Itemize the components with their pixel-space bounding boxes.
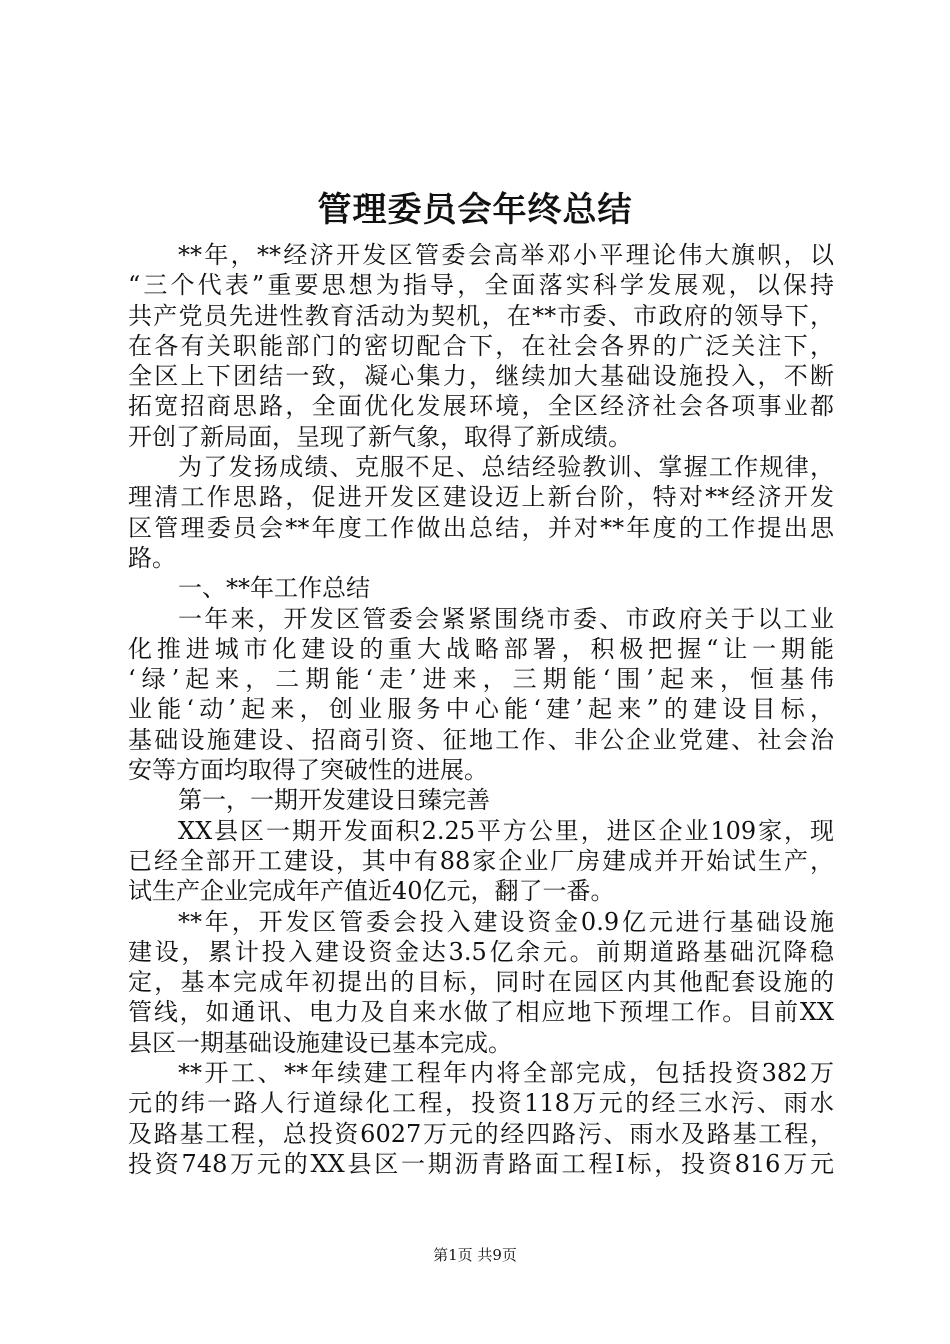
- text-line: 及路基工程，总投资6027万元的经四路污、雨水及路基工程，: [128, 1119, 834, 1148]
- text-line: 为了发扬成绩、克服不足、总结经验教训、掌握工作规律，: [178, 453, 834, 482]
- text-line: 县区一期基础设施建设已基本完成。: [128, 1028, 512, 1057]
- document-body: [128, 240, 834, 1179]
- text-line: “三个代表”重要思想为指导，全面落实科学发展观，以保持: [128, 271, 834, 300]
- text-line: 共产党员先进性教育活动为契机，在**市委、市政府的领导下，: [128, 301, 834, 330]
- text-line: ‘绿’起来，二期能‘走’进来，三期能‘围’起来，恒基伟: [128, 665, 834, 694]
- text-line: 已经全部开工建设，其中有88家企业厂房建成并开始试生产，: [128, 846, 834, 875]
- section-heading: 一、**年工作总结: [178, 574, 370, 603]
- text-line: 开创了新局面，呈现了新气象，取得了新成绩。: [128, 422, 632, 451]
- text-line: 试生产企业完成年产值近40亿元，翻了一番。: [128, 877, 615, 906]
- text-line: 全区上下团结一致，凝心集力，继续加大基础设施投入，不断: [128, 362, 834, 391]
- text-line: 业能‘动’起来，创业服务中心能‘建’起来”的建设目标，: [128, 695, 834, 724]
- document-title: 管理委员会年终总结: [317, 190, 633, 230]
- text-line: 基础设施建设、招商引资、征地工作、非公企业党建、社会治: [128, 725, 834, 754]
- text-line: **年，**经济开发区管委会高举邓小平理论伟大旗帜，以: [178, 241, 834, 269]
- text-line: 在各有关职能部门的密切配合下，在社会各界的广泛关注下，: [128, 331, 834, 360]
- page-footer: 第1页 共9页: [433, 1246, 517, 1264]
- text-line: 一年来，开发区管委会紧紧围绕市委、市政府关于以工业: [178, 604, 834, 633]
- text-line: 安等方面均取得了突破性的进展。: [128, 756, 488, 785]
- text-line: 化推进城市化建设的重大战略部署，积极把握“让一期能: [128, 634, 834, 663]
- text-line: **开工、**年续建工程年内将全部完成，包括投资382万: [178, 1059, 834, 1088]
- subsection-heading: 第一，一期开发建设日臻完善: [178, 786, 490, 815]
- text-line: 管线，如通讯、电力及自来水做了相应地下预埋工作。目前XX: [128, 998, 834, 1027]
- text-line: 元的纬一路人行道绿化工程，投资118万元的经三水污、雨水: [128, 1089, 834, 1118]
- text-line: **年，开发区管委会投入建设资金0.9亿元进行基础设施: [178, 907, 834, 936]
- text-line: 定，基本完成年初提出的目标，同时在园区内其他配套设施的: [128, 968, 834, 997]
- text-line: XX县区一期开发面积2.25平方公里，进区企业109家，现: [178, 816, 834, 845]
- text-line: 拓宽招商思路，全面优化发展环境，全区经济社会各项事业都: [128, 392, 834, 421]
- text-line: 理清工作思路，促进开发区建设迈上新台阶，特对**经济开发: [128, 483, 834, 512]
- text-line: 建设，累计投入建设资金达3.5亿余元。前期道路基础沉降稳: [128, 937, 834, 966]
- text-line: 投资748万元的XX县区一期沥青路面工程Ⅰ标，投资816万元: [128, 1149, 834, 1178]
- text-line: 路。: [128, 543, 176, 572]
- text-line: 区管理委员会**年度工作做出总结，并对**年度的工作提出思: [128, 513, 834, 542]
